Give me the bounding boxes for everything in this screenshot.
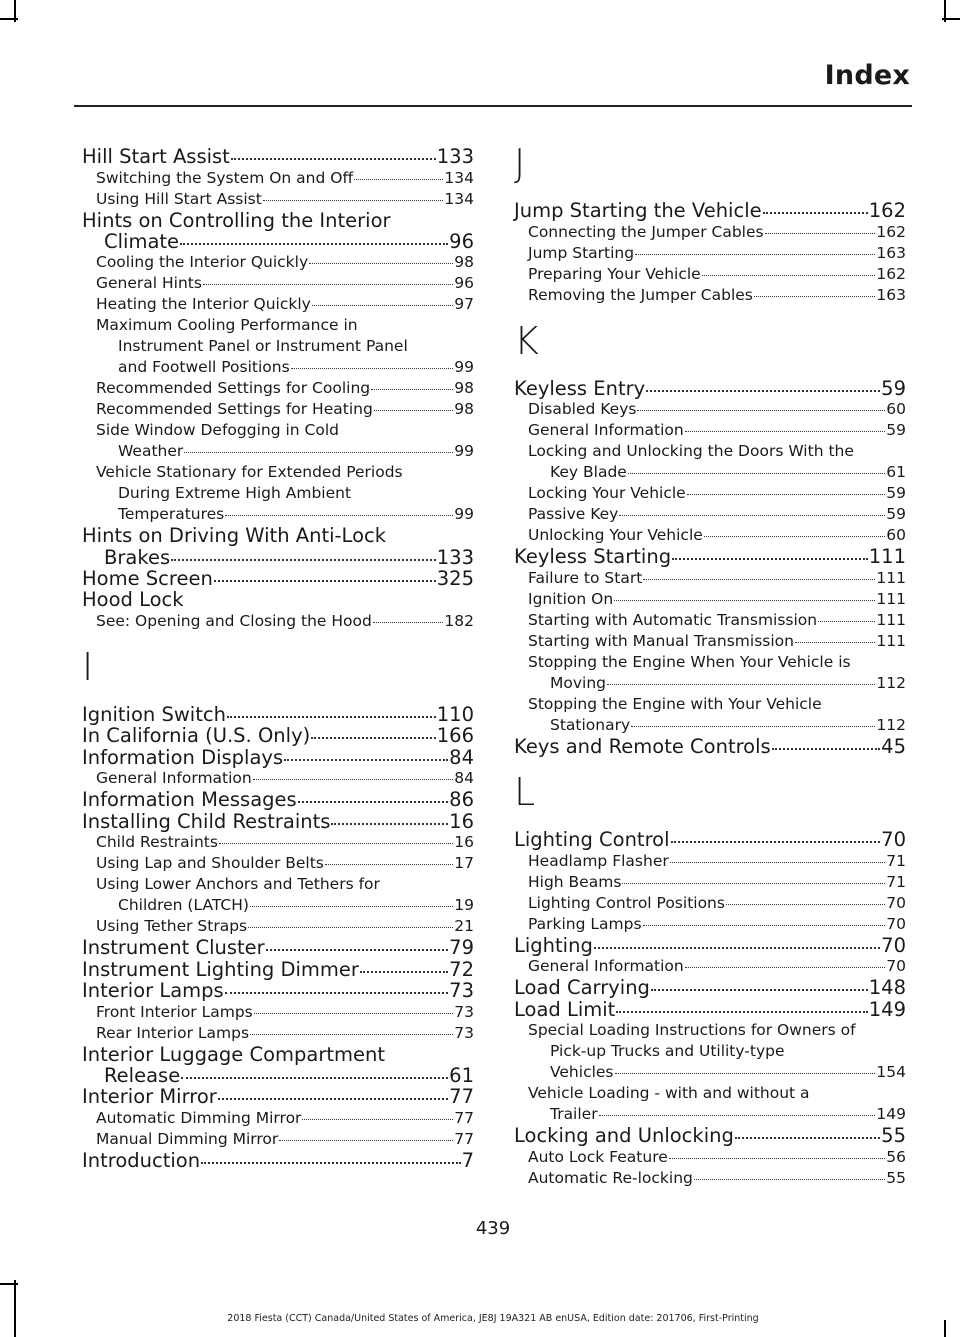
index-subentry[interactable]: Rear Interior Lamps 73 [96, 1023, 474, 1042]
index-subentry[interactable]: Stopping the Engine When Your Vehicle is Moving 112 [528, 652, 906, 692]
index-entry[interactable]: Load Carrying 148 [514, 976, 906, 999]
index-subentry[interactable]: Auto Lock Feature 56 [528, 1147, 906, 1166]
crop-mark [942, 18, 960, 20]
crop-mark [14, 1280, 16, 1337]
index-entry[interactable]: Ignition Switch 110 [82, 702, 474, 726]
index-subentry[interactable]: Using Tether Straps 21 [96, 917, 474, 935]
section-letter: J [514, 141, 526, 185]
index-subentry[interactable]: Removing the Jumper Cables 163 [528, 285, 906, 304]
index-subentry[interactable]: Lighting Control Positions 70 [528, 893, 906, 912]
index-entry[interactable]: Hood Lock [82, 588, 184, 611]
index-subentry[interactable]: Manual Dimming Mirror 77 [96, 1129, 474, 1148]
index-subentry[interactable]: Unlocking Your Vehicle 60 [528, 526, 906, 544]
index-entry[interactable]: Keys and Remote Controls 45 [514, 734, 906, 758]
index-subentry[interactable]: General Information 84 [96, 769, 474, 787]
index-subentry[interactable]: Vehicle Stationary for Extended Periods During Extreme High Ambient Temperatures 99 [96, 463, 474, 523]
index-subentry[interactable]: Recommended Settings for Heating 98 [96, 400, 474, 418]
index-subentry[interactable]: Starting with Automatic Transmission 111 [528, 610, 906, 629]
index-subentry[interactable]: See: Opening and Closing the Hood 182 [96, 611, 474, 630]
index-entry[interactable]: Interior Lamps 73 [82, 979, 474, 1002]
index-subentry[interactable]: General Information 59 [528, 421, 906, 439]
index-entry[interactable]: Interior Luggage Compartment Release 61 [82, 1042, 474, 1087]
index-subentry[interactable]: Jump Starting 163 [528, 243, 906, 262]
index-subentry[interactable]: Side Window Defogging in Cold Weather 99 [96, 421, 474, 460]
page-number: 439 [475, 1218, 511, 1239]
index-entry[interactable]: Hints on Driving With Anti-Lock Brakes 133 [82, 524, 474, 569]
index-subentry[interactable]: Maximum Cooling Performance in Instrument Panel or Instrument Panel and Footwell Positions 99 [96, 316, 474, 376]
index-entry[interactable]: Instrument Lighting Dimmer 72 [82, 957, 474, 981]
index-entry[interactable]: Keyless Starting 111 [514, 545, 906, 568]
index-entry[interactable]: Interior Mirror 77 [82, 1085, 474, 1108]
index-subentry[interactable]: Stopping the Engine with Your Vehicle Stationary 112 [528, 694, 906, 734]
index-entry[interactable]: Information Messages 86 [82, 788, 474, 811]
index-entry[interactable]: Hill Start Assist 133 [82, 145, 474, 168]
index-subentry[interactable]: Automatic Dimming Mirror 77 [96, 1108, 474, 1127]
index-subentry[interactable]: Front Interior Lamps 73 [96, 1002, 474, 1021]
index-subentry[interactable]: Preparing Your Vehicle 162 [528, 264, 906, 283]
index-subentry[interactable]: Using Hill Start Assist 134 [96, 189, 474, 208]
index-entry[interactable]: Installing Child Restraints 16 [82, 809, 474, 833]
index-entry[interactable]: Keyless Entry 59 [514, 376, 906, 400]
index-subentry[interactable]: Using Lap and Shoulder Belts 17 [96, 854, 474, 872]
index-subentry[interactable]: Vehicle Loading - with and without a Trailer 149 [528, 1084, 906, 1123]
index-entry[interactable]: Jump Starting the Vehicle 162 [514, 199, 906, 222]
index-entry[interactable]: Locking and Unlocking 55 [514, 1124, 906, 1147]
index-entry[interactable]: Lighting 70 [514, 933, 906, 957]
index-column-right [514, 141, 906, 1189]
index-entry[interactable]: Information Displays 84 [82, 745, 474, 769]
crop-mark [0, 18, 18, 20]
index-subentry[interactable]: Parking Lamps 70 [528, 914, 906, 933]
index-entry[interactable]: Instrument Cluster 79 [82, 936, 474, 959]
section-letter: I [82, 644, 94, 689]
section-letter: L [514, 770, 536, 814]
index-subentry[interactable]: Failure to Start 111 [528, 568, 906, 587]
index-subentry[interactable]: Recommended Settings for Cooling 98 [96, 379, 474, 397]
index-subentry[interactable]: Locking Your Vehicle 59 [528, 484, 906, 502]
index-entry[interactable]: In California (U.S. Only) 166 [82, 724, 474, 747]
page-title: Index [824, 60, 910, 91]
index-entry[interactable]: Load Limit 149 [514, 997, 906, 1021]
index-entry[interactable]: Introduction 7 [82, 1148, 474, 1172]
index-subentry[interactable]: Starting with Manual Transmission 111 [528, 631, 906, 650]
index-subentry[interactable]: Special Loading Instructions for Owners of Pick-up Trucks and Utility-type Vehicles 154 [528, 1021, 906, 1081]
footer-text: 2018 Fiesta (CCT) Canada/United States of America, JE8J 19A321 AB enUSA, Edition date: 201706, First-Printing [227, 1313, 759, 1324]
index-subentry[interactable]: Ignition On 111 [528, 589, 906, 608]
crop-mark [0, 1283, 18, 1285]
index-subentry[interactable]: Passive Key 59 [528, 505, 906, 523]
header-divider [74, 105, 912, 107]
index-subentry[interactable]: Automatic Re-locking 55 [528, 1168, 906, 1187]
index-subentry[interactable]: Using Lower Anchors and Tethers for Children (LATCH) 19 [96, 875, 474, 914]
index-entry[interactable]: Hints on Controlling the Interior Climate 96 [82, 208, 474, 253]
index-subentry[interactable]: General Information 70 [528, 957, 906, 975]
index-subentry[interactable]: Connecting the Jumper Cables 162 [528, 222, 906, 241]
index-entry[interactable]: Lighting Control 70 [514, 828, 906, 851]
index-subentry[interactable]: Locking and Unlocking the Doors With the Key Blade 61 [528, 442, 906, 481]
index-subentry[interactable]: High Beams 71 [528, 872, 906, 891]
index-subentry[interactable]: General Hints 96 [96, 274, 474, 292]
index-subentry[interactable]: Heating the Interior Quickly 97 [96, 295, 474, 313]
index-subentry[interactable]: Headlamp Flasher 71 [528, 851, 906, 870]
index-column-left [82, 146, 474, 1171]
index-subentry[interactable]: Disabled Keys 60 [528, 400, 906, 418]
index-subentry[interactable]: Cooling the Interior Quickly 98 [96, 253, 474, 271]
index-subentry[interactable]: Switching the System On and Off 134 [96, 168, 474, 187]
section-letter: K [514, 318, 539, 363]
index-entry[interactable]: Home Screen 325 [82, 566, 474, 590]
index-subentry[interactable]: Child Restraints 16 [96, 833, 474, 851]
